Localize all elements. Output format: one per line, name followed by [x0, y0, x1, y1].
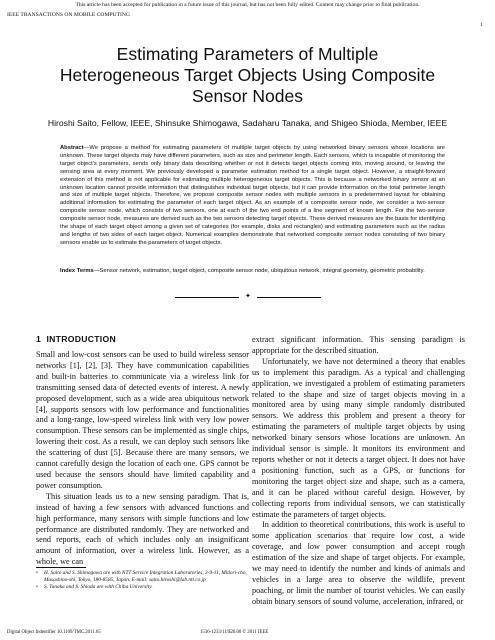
- journal-name: IEEE TRANSACTIONS ON MOBILE COMPUTING: [7, 12, 130, 18]
- section-heading: [36, 334, 116, 344]
- intro-paragraph-1-text: mall and low-cost sensors can be used to build wireless sensor networks [1], [2], [3]. They have communication capabilities and built-in batteries to communicate via a wireless link for transmitting sensed data of detected events of interest. A newly proposed development, such as a wide area ubiquitous network [4], supports sensors with low performance and functionalities and a long-range, low-speed wireless link with very low power consumption. These sensors can be implemented as single chips, lowering their cost. As a result, we can deploy such sensors like the scattering of dust [5]. Because there are many sensors, we cannot carefully design the location of each one. GPS cannot be used because the sensors should have limited capability and power consumption.: [36, 350, 249, 490]
- footnote-item: • H. Saito and S. Shimogawa are with NTT Service Integration Laboratories, 3-9-11, Midori-cho, Musashino-shi, Tokyo, 180-8585, Japan. E-mail: saito.hiroshi@lab.ntt.co.jp: [36, 570, 249, 584]
- prepublication-banner: This article has been accepted for publication in a future issue of this journal, but has not been fully edited. Content may change prior to final publication.: [75, 2, 420, 8]
- footnotes: [36, 570, 249, 591]
- intro-paragraph-5: In addition to theoretical contributions, this work is useful to some application scenarios that require low cost, a wide coverage, and low power consumption and accept rough estimation of the size and shape of target objects. For example, we may need to identify the number and kinds of animals and vehicles in a large area to observe the wildlife, prevent poaching, or limit the number of tourist vehicles. We can easily obtain binary sensors of sound volume, acceleration, infrared, or: [252, 520, 465, 606]
- intro-paragraph-4: Unfortunately, we have not determined a theory that enables us to implement this paradigm. As a typical and challenging application, we investigated a problem of estimating parameters related to the shape and size of target objects moving in a monitored area by using many simple randomly distributed sensors. We address this problem and present a theory for estimating the parameters of multiple target objects by using networked binary sensors whose locations are unknown. An individual sensor is simple. It monitors its environment and reports whether or not it detects a target object. It does not have a positioning function, such as a GPS, or functions for monitoring the target object size and shape, such as a camera, and it can be placed without careful design. However, by collecting reports from individual sensors, we can statistically estimate the parameters of target objects.: [252, 356, 465, 519]
- abstract-label: Abstract: [60, 145, 84, 151]
- title-line: Heterogeneous Target Objects Using Composite: [59, 65, 436, 85]
- divider-ornament-icon: ✦: [245, 293, 251, 300]
- intro-paragraph-2: This situation leads us to a new sensing paradigm. That is, instead of having a few sensors with advanced functions and high performance, many sensors with simple functions and low performance are distributed randomly. They are networked and send reports, each of which includes only an insignificant amount of information, over a wireless link. However, as a whole, we can: [36, 491, 249, 567]
- intro-paragraph-1: [36, 350, 249, 492]
- doi-footer: Digital Object Indentifier 10.1109/TMC.2011.65: [7, 630, 101, 635]
- section-number: 1: [36, 334, 42, 344]
- author-list: Hiroshi Saito, Fellow, IEEE, Shinsuke Shimogawa, Sadaharu Tanaka, and Shigeo Shioda, Member, IEEE: [47, 118, 448, 128]
- paper-title: [30, 44, 465, 107]
- footnote-rule: [36, 567, 86, 568]
- index-terms-text: —Sensor network, estimation, target object, composite sensor node, ubiquitous network, integral geometry, geometric probability.: [93, 268, 425, 274]
- left-column: [36, 350, 249, 568]
- intro-paragraph-3: extract significant information. This sensing paradigm is appropriate for the described situation.: [252, 335, 465, 355]
- divider-line: [175, 297, 239, 298]
- footnote-item: • S. Tanaka and S. Shioda are with Chiba University.: [36, 584, 249, 591]
- drop-cap: S: [36, 350, 41, 359]
- issn-footer: 1536-1233/11/$26.00 © 2011 IEEE: [200, 630, 269, 635]
- section-title: INTRODUCTION: [46, 334, 116, 344]
- index-terms: [60, 268, 445, 276]
- title-line: Estimating Parameters of Multiple: [116, 44, 379, 64]
- abstract-text: —We propose a method for estimating parameters of multiple target objects by using networked binary sensors whose locations are unknown. These target objects may have different parameters, such as size and perimeter length. Each sensors, which is incapable of monitoring the target object's parameters, sends only binary data describing whether or not it detects target objects coming into, moving around, or leaving the sensing area at every moment. We previously developed a parameter estimation method for a single target object. However, a straight-forward extension of this method is not applicable for estimating multiple heterogeneous target objects. This is because a networked binary sensor at an unknown location cannot provide information that distinguishes individual target objects, but it can provide information on the total perimeter length and size of multiple target objects. Therefore, we propose composite sensor nodes with multiple sensors in a predetermined layout for obtaining additional information for estimating the parameter of each target object. As an example of a composite sensor node, we consider a two-sensor composite sensor node, which consists of two sensors, one at each of the two end points of a line segment of known length. For the two-sensor composite sensor node, measures are derived such as the two sensors detecting target objects. These derived measures are the basis for identifying the shape of each target object among a given set of categories (for example, disks and rectangles) and estimating parameters such as the radius and lengths of two sides of each target object. Numerical examples demonstrate that networked composite sensor nodes consisting of two binary sensors enable us to estimate the parameters of target objects.: [60, 145, 445, 246]
- divider-line: [257, 297, 321, 298]
- abstract: [60, 145, 445, 248]
- right-column: [252, 335, 465, 608]
- page-number: 1: [480, 22, 483, 28]
- title-line: Sensor Nodes: [192, 86, 303, 106]
- index-terms-label: Index Terms: [60, 268, 94, 274]
- section-divider: [175, 294, 321, 300]
